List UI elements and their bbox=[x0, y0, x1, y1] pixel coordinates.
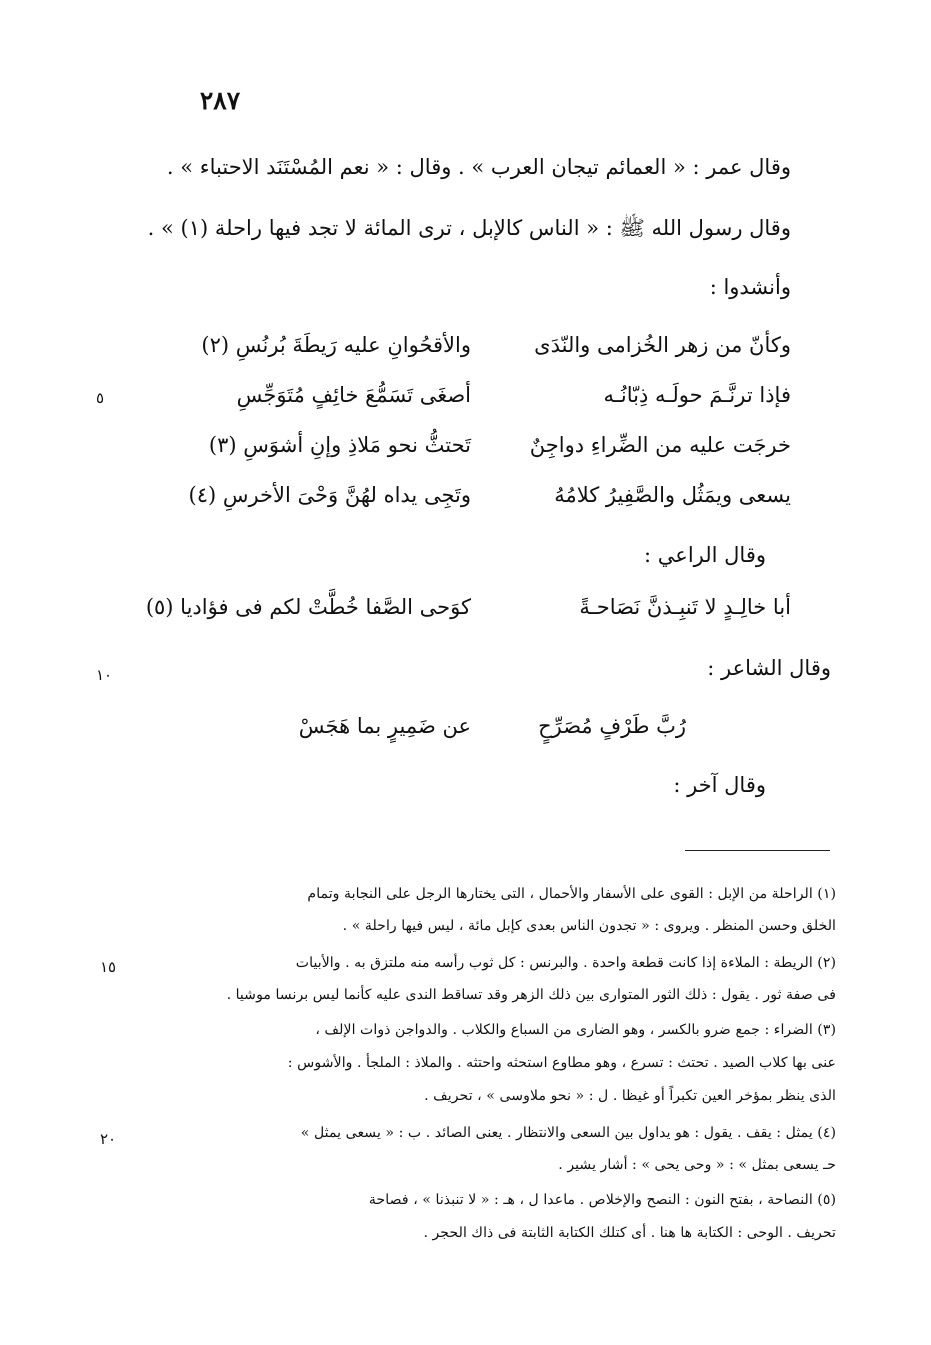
verse-second-hemistich: تَحتثُّ نحو مَلاذِ وإنِ أشوَسِ (٣) bbox=[208, 433, 471, 457]
verse-first-hemistich: رُبَّ طَرْفٍ مُصَرِّحٍ bbox=[538, 714, 686, 738]
footnote-line: (٤) يمثل : يقف . يقول : هو يداول بين السعى والانتظار . يعنى الصائد . ب : « يسعى يمثل » bbox=[300, 1125, 836, 1141]
verse-first-hemistich: فإذا ترنَّـمَ حولَـه ذِبّانُـه bbox=[603, 383, 791, 407]
footnote-line: (١) الراحلة من الإبل : القوى على الأسفار والأحمال ، التى يختارها الرجل على النجابة وتمام bbox=[307, 886, 836, 902]
verse-second-hemistich: والأقحُوانِ عليه رَيطَةَ بُرنُسِ (٢) bbox=[201, 333, 471, 357]
verse-second-hemistich: عن ضَمِيرٍ بما هَجَسْ bbox=[298, 714, 471, 738]
verse-first-hemistich: وكأنّ من زهر الخُزامى والنّدَى bbox=[534, 333, 791, 357]
verse-second-hemistich: وتَجِى يداه لهُنَّ وَحْىَ الأخرسِ (٤) bbox=[188, 483, 471, 507]
text-line: وأنشدوا : bbox=[709, 275, 791, 299]
verse-second-hemistich: كوَحى الصَّفا خُطَّتْ لكم فى فؤاديا (٥) bbox=[145, 595, 471, 619]
verse-first-hemistich: يسعى ويمَثُل والصَّفِيرُ كلامُهُ bbox=[554, 483, 791, 507]
line-number-margin: ٥ bbox=[95, 389, 105, 407]
text-line: وقال عمر : « العمائم تيجان العرب » . وقال : « نعم المُسْتَنَد الاحتباء » . bbox=[166, 155, 791, 179]
line-number-margin: ٢٠ bbox=[99, 1130, 117, 1148]
verse-second-hemistich: أصغَى تَسَمُّعَ خائِفٍ مُتَوَجِّسِ bbox=[236, 383, 471, 407]
footnote-line: (٥) النصاحة ، بفتح النون : النصح والإخلاص . ماعدا ل ، هـ : « لا تنبذنا » ، فصاحة bbox=[368, 1192, 836, 1208]
footnote-line: الخلق وحسن المنظر . ويروى : « تجدون الناس بعدى كإبل مائة ، ليس فيها راحلة » . bbox=[342, 918, 836, 934]
footnote-line: عنى بها كلاب الصيد . تحتث : تسرع ، وهو مطاوع استحثه واحتثه . والملاذ : الملجأ . والأشوس : bbox=[287, 1055, 836, 1071]
text-line: وقال آخر : bbox=[673, 773, 766, 797]
footnote-line: فى صفة ثور . يقول : ذلك الثور المتوارى بين ذلك الزهر وقد تساقط الندى عليه كأنما ليس برنسا موشيا . bbox=[226, 987, 836, 1003]
page-number: ٢٨٧ bbox=[199, 86, 241, 115]
verse-first-hemistich: خرجَت عليه من الضِّراءِ دواجِنٌ bbox=[529, 433, 791, 457]
text-line: وقال الراعي : bbox=[644, 543, 766, 567]
footnote-line: (٢) الريطة : الملاءة إذا كانت قطعة واحدة . والبرنس : كل ثوب رأسه منه ملتزق به . والأبيات bbox=[295, 955, 836, 971]
line-number-margin: ١٥ bbox=[99, 958, 117, 976]
footnote-line: تحريف . الوحى : الكتابة ها هنا . أى كتلك الكتابة الثابتة فى ذاك الحجر . bbox=[423, 1225, 836, 1241]
footnote-line: (٣) الضراء : جمع ضرو بالكسر ، وهو الضارى من السباع والكلاب . والدواجن ذوات الإلف ، bbox=[315, 1022, 836, 1038]
footnote-line: حـ يسعى بمثل » : « وحى يحى » : أشار يشير . bbox=[558, 1157, 836, 1173]
text-line: وقال الشاعر : bbox=[707, 656, 831, 680]
text-line: وقال رسول الله ﷺ : « الناس كالإبل ، ترى المائة لا تجد فيها راحلة (١) » . bbox=[147, 216, 791, 240]
verse-first-hemistich: أبا خالِـدٍ لا تَنبِـذنَّ نَصَاحـةً bbox=[579, 595, 791, 619]
footnote-line: الذى ينظر بمؤخر العين تكبراً أو غيظا . ل : « نحو ملاوسى » ، تحريف . bbox=[424, 1088, 836, 1104]
line-number-margin: ١٠ bbox=[95, 666, 113, 684]
footnote-separator bbox=[685, 850, 830, 851]
